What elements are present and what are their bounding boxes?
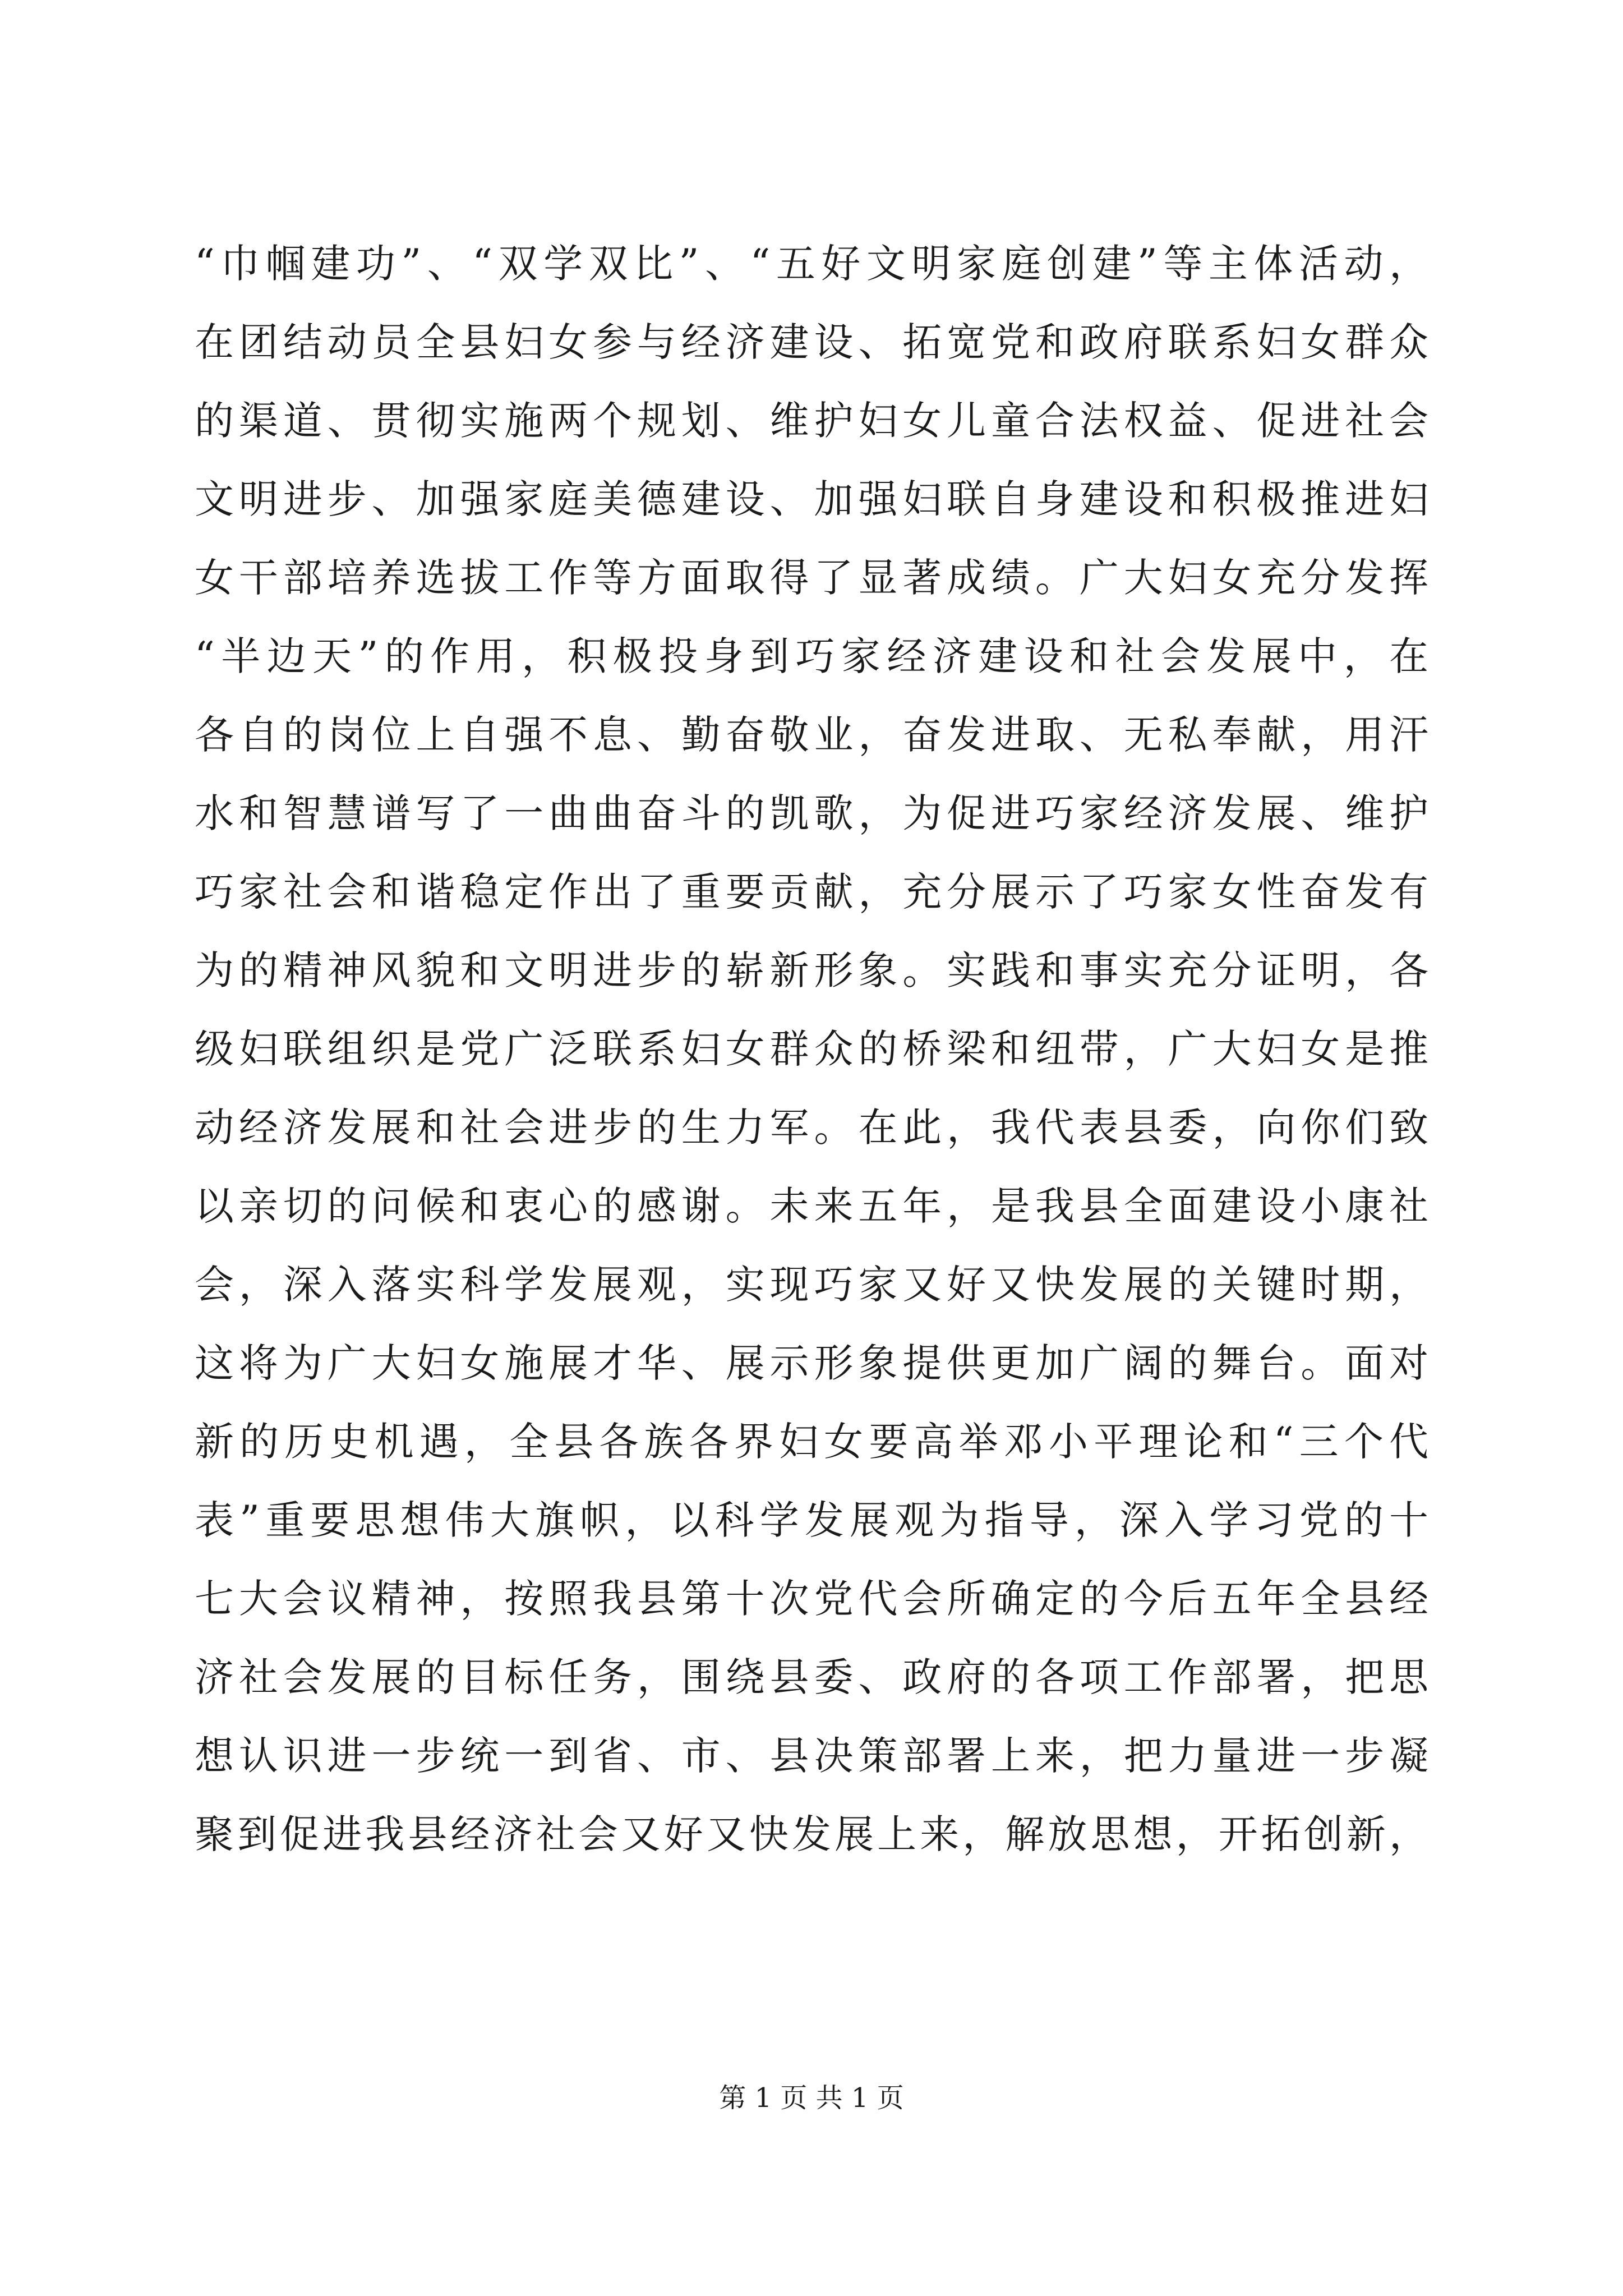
text-line: 在团结动员全县妇女参与经济建设、拓宽党和政府联系妇女群众 <box>195 319 1428 365</box>
text-line: 水和智慧谱写了一曲曲奋斗的凯歌，为促进巧家经济发展、维护 <box>195 790 1428 836</box>
text-line: 动经济发展和社会进步的生力军。在此，我代表县委，向你们致 <box>195 1105 1428 1151</box>
text-line: “半边天”的作用，积极投身到巧家经济建设和社会发展中，在 <box>195 633 1428 679</box>
text-line: 聚到促进我县经济社会又好又快发展上来，解放思想，开拓创新， <box>195 1811 1428 1857</box>
text-line: 文明进步、加强家庭美德建设、加强妇联自身建设和积极推进妇 <box>195 476 1428 522</box>
text-line: 为的精神风貌和文明进步的崭新形象。实践和事实充分证明，各 <box>195 947 1428 993</box>
text-line: 巧家社会和谐稳定作出了重要贡献，充分展示了巧家女性奋发有 <box>195 869 1428 915</box>
text-line: 女干部培养选拔工作等方面取得了显著成绩。广大妇女充分发挥 <box>195 555 1428 601</box>
text-line: 新的历史机遇，全县各族各界妇女要高举邓小平理论和“三个代 <box>195 1419 1428 1465</box>
text-line: 这将为广大妇女施展才华、展示形象提供更加广阔的舞台。面对 <box>195 1340 1428 1386</box>
text-line: 七大会议精神，按照我县第十次党代会所确定的今后五年全县经 <box>195 1576 1428 1622</box>
text-line: 各自的岗位上自强不息、勤奋敬业，奋发进取、无私奉献，用汗 <box>195 712 1428 758</box>
text-line: 表”重要思想伟大旗帜，以科学发展观为指导，深入学习党的十 <box>195 1497 1428 1543</box>
page-footer: 第 1 页 共 1 页 <box>719 2082 904 2114</box>
text-line: 的渠道、贯彻实施两个规划、维护妇女儿童合法权益、促进社会 <box>195 398 1428 444</box>
text-line: “巾帼建功”、“双学双比”、“五好文明家庭创建”等主体活动， <box>195 241 1428 287</box>
text-line: 会，深入落实科学发展观，实现巧家又好又快发展的关键时期， <box>195 1262 1428 1308</box>
text-line: 想认识进一步统一到省、市、县决策部署上来，把力量进一步凝 <box>195 1733 1428 1779</box>
text-line: 级妇联组织是党广泛联系妇女群众的桥梁和纽带，广大妇女是推 <box>195 1026 1428 1072</box>
text-line: 济社会发展的目标任务，围绕县委、政府的各项工作部署，把思 <box>195 1654 1428 1700</box>
text-line: 以亲切的问候和衷心的感谢。未来五年，是我县全面建设小康社 <box>195 1183 1428 1229</box>
